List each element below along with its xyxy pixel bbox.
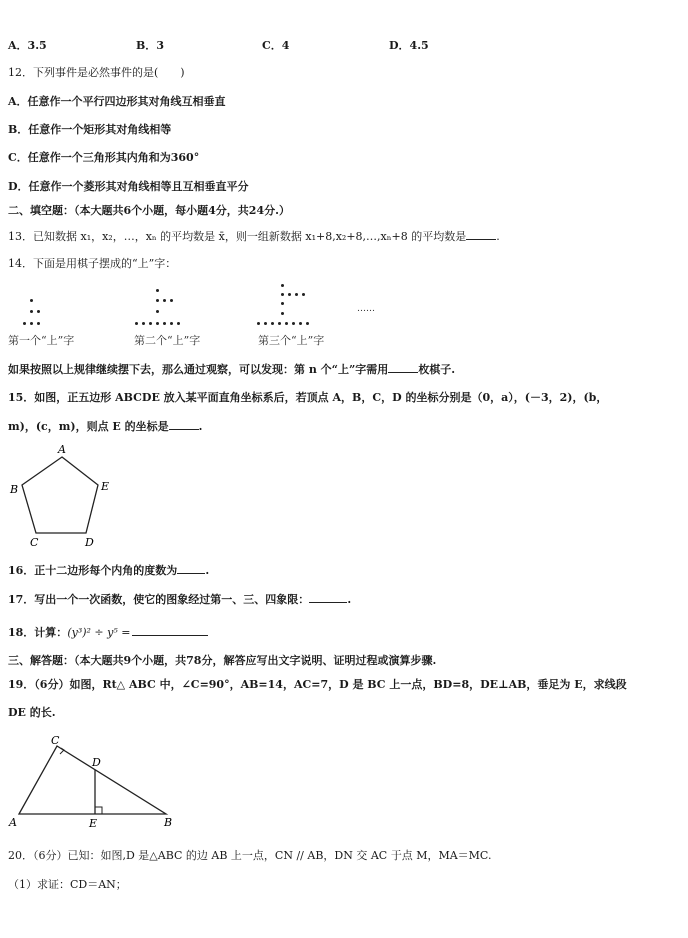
q14-caption-1: 第一个“上”字	[8, 334, 75, 347]
q12-stem: 12．下列事件是必然事件的是( )	[8, 66, 185, 79]
q12-option-b: B．任意作一个矩形其对角线相等	[8, 123, 172, 136]
q13: 13．已知数据 x₁，x₂，…，xₙ 的平均数是 x̄，则一组新数据 x₁+8,x₂+8,…,xₙ+8 的平均数是 .	[8, 230, 500, 243]
q14-ellipsis: ……	[357, 304, 375, 314]
pentagon-abcde	[22, 457, 98, 533]
q17-answer-blank[interactable]	[309, 592, 347, 603]
triangle-label-c: C	[51, 734, 60, 747]
pentagon-label-d: D	[85, 536, 94, 549]
q14-caption-3: 第三个“上”字	[258, 334, 325, 347]
option-d: D．4.5	[389, 39, 429, 52]
q14-answer-blank[interactable]	[388, 362, 418, 373]
section-fill-in-heading: 二、填空题：（本大题共6个小题，每小题4分，共24分.）	[8, 204, 290, 217]
pentagon-figure	[0, 440, 130, 550]
triangle-label-b: B	[164, 816, 173, 829]
q20-line-2: （1）求证：CD＝AN；	[8, 878, 127, 891]
pentagon-label-b: B	[10, 483, 19, 496]
q15-line-1: 15．如图，正五边形 ABCDE 放入某平面直角坐标系后，若顶点 A，B，C，D 的坐标分别是（0，a），(－3，2)，(b，	[8, 391, 608, 404]
q12-option-c: C．任意作一个三角形其内角和为360°	[8, 151, 200, 164]
pentagon-label-c: C	[30, 536, 39, 549]
q12-option-d: D．任意作一个菱形其对角线相等且互相垂直平分	[8, 180, 249, 193]
q13-answer-blank[interactable]	[466, 229, 496, 240]
q12-option-a: A．任意作一个平行四边形其对角线互相垂直	[8, 95, 226, 108]
q20-line-1: 20．（6分）已知：如图,D 是△ABC 的边 AB 上一点，CN // AB，DN 交 AC 于点 M，MA＝MC.	[8, 849, 492, 862]
right-angle-e-mark	[95, 807, 102, 814]
q15-line-2: m)，(c，m)，则点 E 的坐标是 .	[8, 420, 203, 433]
q18-answer-blank[interactable]	[132, 625, 208, 636]
triangle-label-d: D	[92, 756, 101, 769]
pentagon-label-a: A	[58, 443, 66, 456]
triangle-label-e: E	[89, 817, 98, 830]
q19-line-2: DE 的长.	[8, 706, 56, 719]
q18: 18．计算：(y³)² ÷ y⁵ =	[8, 625, 208, 640]
option-a: A．3.5	[8, 39, 47, 52]
q15-answer-blank[interactable]	[169, 419, 199, 430]
q16-answer-blank[interactable]	[177, 563, 205, 574]
triangle-figure	[0, 733, 190, 833]
option-c: C．4	[262, 39, 290, 52]
triangle-label-a: A	[9, 816, 17, 829]
section-solve-heading: 三、解答题：（本大题共9个小题，共78分，解答应写出文字说明、证明过程或演算步骤.	[8, 654, 437, 667]
q14-stem: 14．下面是用棋子摆成的“上”字：	[8, 257, 177, 270]
q14-caption-2: 第二个“上”字	[134, 334, 201, 347]
q16: 16．正十二边形每个内角的度数为 .	[8, 564, 210, 577]
pentagon-label-e: E	[101, 480, 110, 493]
q14-followup: 如果按照以上规律继续摆下去，那么通过观察，可以发现：第 n 个“上”字需用 枚棋子.	[8, 363, 456, 376]
q18-expression: (y³)² ÷ y⁵ =	[67, 626, 131, 639]
q17: 17．写出一个一次函数，使它的图象经过第一、三、四象限： .	[8, 593, 352, 606]
q19-line-1: 19．（6分）如图，Rt△ ABC 中，∠C=90°，AB=14，AC=7，D 是 BC 上一点，BD=8，DE⊥AB，垂足为 E，求线段	[8, 678, 627, 691]
option-b: B．3	[136, 39, 164, 52]
